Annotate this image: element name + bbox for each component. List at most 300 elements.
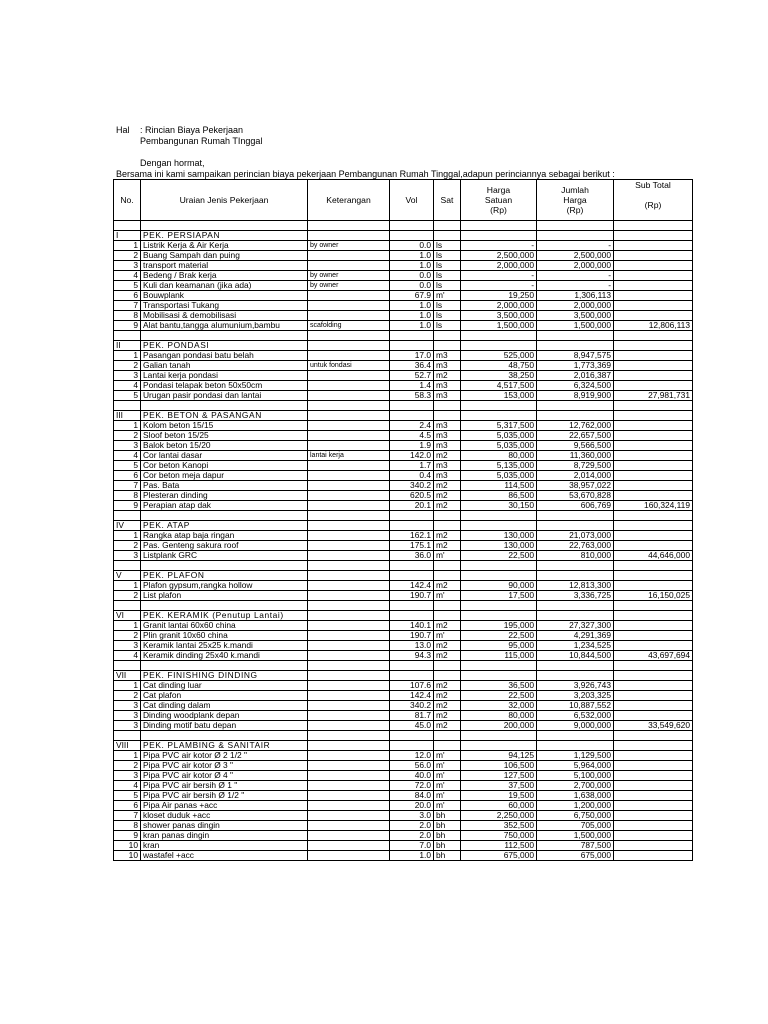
empty-cell bbox=[461, 341, 537, 351]
table-row bbox=[114, 241, 693, 251]
subtotal-line2: (Rp) bbox=[644, 200, 662, 210]
cell-sub bbox=[614, 471, 693, 481]
cell-sat: m2 bbox=[434, 531, 461, 541]
cell-sub bbox=[614, 251, 693, 261]
cell-vol: 142.4 bbox=[390, 581, 434, 591]
cell-sat: ls bbox=[434, 301, 461, 311]
cell-name: Plesteran dinding bbox=[141, 491, 308, 501]
cell-jumlah: 1,773,369 bbox=[537, 361, 614, 371]
empty-cell bbox=[141, 601, 308, 611]
empty-cell bbox=[390, 601, 434, 611]
cell-harga: 525,000 bbox=[461, 351, 537, 361]
empty-cell bbox=[537, 331, 614, 341]
empty-cell bbox=[537, 661, 614, 671]
cell-name: Transportasi Tukang bbox=[141, 301, 308, 311]
cell-sat: m3 bbox=[434, 431, 461, 441]
section-row bbox=[114, 341, 693, 351]
cell-name: wastafel +acc bbox=[141, 851, 308, 861]
cell-jumlah: 5,964,000 bbox=[537, 761, 614, 771]
table-row bbox=[114, 261, 693, 271]
table-row bbox=[114, 651, 693, 661]
cell-vol: 190.7 bbox=[390, 631, 434, 641]
empty-cell bbox=[434, 231, 461, 241]
cell-sat: m2 bbox=[434, 501, 461, 511]
cell-sat: ls bbox=[434, 261, 461, 271]
cell-sat: ls bbox=[434, 281, 461, 291]
cell-name: kran bbox=[141, 841, 308, 851]
jumlah-line1: Jumlah bbox=[561, 185, 589, 195]
cell-vol: 12.0 bbox=[390, 751, 434, 761]
cell-jumlah: 3,926,743 bbox=[537, 681, 614, 691]
cell-name: Cat dinding luar bbox=[141, 681, 308, 691]
empty-cell bbox=[537, 671, 614, 681]
cell-no: 5 bbox=[114, 281, 141, 291]
cell-ket: by owner bbox=[308, 241, 390, 251]
table-row bbox=[114, 761, 693, 771]
empty-cell bbox=[390, 571, 434, 581]
cell-sub bbox=[614, 281, 693, 291]
cell-name: Balok beton 15/20 bbox=[141, 441, 308, 451]
cell-sub bbox=[614, 641, 693, 651]
blank-row bbox=[114, 601, 693, 611]
empty-cell bbox=[390, 411, 434, 421]
cell-no: 3 bbox=[114, 721, 141, 731]
empty-cell bbox=[141, 221, 308, 231]
empty-cell bbox=[537, 341, 614, 351]
cell-sub bbox=[614, 711, 693, 721]
cell-no: 3 bbox=[114, 771, 141, 781]
cell-sub bbox=[614, 271, 693, 281]
table-row bbox=[114, 711, 693, 721]
section-row bbox=[114, 671, 693, 681]
cell-name: Galian tanah bbox=[141, 361, 308, 371]
subject-line: : Rincian Biaya Pekerjaan bbox=[140, 125, 244, 135]
salutation: Dengan hormat, bbox=[140, 158, 205, 168]
cell-jumlah: 5,100,000 bbox=[537, 771, 614, 781]
cell-jumlah: 3,336,725 bbox=[537, 591, 614, 601]
cell-name: Rangka atap baja ringan bbox=[141, 531, 308, 541]
cell-name: Pipa PVC air bersih Ø 1 " bbox=[141, 781, 308, 791]
cell-ket bbox=[308, 261, 390, 271]
col-subtotal-header bbox=[614, 180, 693, 221]
cell-sub: 33,549,620 bbox=[614, 721, 693, 731]
cell-jumlah: 2,014,000 bbox=[537, 471, 614, 481]
cell-sat: m2 bbox=[434, 681, 461, 691]
cell-name: Pasangan pondasi batu belah bbox=[141, 351, 308, 361]
cell-name: Urugan pasir pondasi dan lantai bbox=[141, 391, 308, 401]
cell-name: Plafon gypsum,rangka hollow bbox=[141, 581, 308, 591]
cell-harga: 5,135,000 bbox=[461, 461, 537, 471]
cell-ket bbox=[308, 591, 390, 601]
cell-vol: 81.7 bbox=[390, 711, 434, 721]
cell-vol: 40.0 bbox=[390, 771, 434, 781]
cell-ket bbox=[308, 491, 390, 501]
cell-sat: ls bbox=[434, 271, 461, 281]
cell-jumlah: 787,500 bbox=[537, 841, 614, 851]
cell-sat: bh bbox=[434, 841, 461, 851]
cell-harga: 37,500 bbox=[461, 781, 537, 791]
cell-sat: m2 bbox=[434, 621, 461, 631]
cell-name: Kuli dan keamanan (jika ada) bbox=[141, 281, 308, 291]
cell-harga: 153,000 bbox=[461, 391, 537, 401]
empty-cell bbox=[390, 511, 434, 521]
table-row bbox=[114, 501, 693, 511]
cell-ket bbox=[308, 431, 390, 441]
cell-name: Pipa PVC air kotor Ø 3 " bbox=[141, 761, 308, 771]
empty-cell bbox=[537, 231, 614, 241]
cell-jumlah: - bbox=[537, 281, 614, 291]
empty-cell bbox=[114, 661, 141, 671]
cell-no: 2 bbox=[114, 761, 141, 771]
cell-vol: 1.0 bbox=[390, 251, 434, 261]
cell-name: Pipa PVC air kotor Ø 4 " bbox=[141, 771, 308, 781]
cell-jumlah: 21,073,000 bbox=[537, 531, 614, 541]
cell-jumlah: 6,532,000 bbox=[537, 711, 614, 721]
cell-sub: 12,806,113 bbox=[614, 321, 693, 331]
empty-cell bbox=[308, 341, 390, 351]
table-row bbox=[114, 701, 693, 711]
cell-vol: 2.0 bbox=[390, 831, 434, 841]
cell-no: 3 bbox=[114, 371, 141, 381]
cell-vol: 20.0 bbox=[390, 801, 434, 811]
cell-ket bbox=[308, 691, 390, 701]
cell-name: Cor beton Kanopi bbox=[141, 461, 308, 471]
empty-cell bbox=[434, 601, 461, 611]
cell-sat: m2 bbox=[434, 701, 461, 711]
cell-vol: 2.4 bbox=[390, 421, 434, 431]
cell-vol: 340.2 bbox=[390, 481, 434, 491]
table-row bbox=[114, 631, 693, 641]
cell-harga: 22,500 bbox=[461, 691, 537, 701]
cell-harga: 352,500 bbox=[461, 821, 537, 831]
cell-sub bbox=[614, 491, 693, 501]
empty-cell bbox=[308, 411, 390, 421]
cell-no: 2 bbox=[114, 691, 141, 701]
cell-jumlah: 2,000,000 bbox=[537, 301, 614, 311]
cell-jumlah: 6,750,000 bbox=[537, 811, 614, 821]
empty-cell bbox=[114, 731, 141, 741]
empty-cell bbox=[461, 231, 537, 241]
empty-cell bbox=[537, 741, 614, 751]
section-title: PEK. PLAFON bbox=[141, 571, 308, 581]
empty-cell bbox=[114, 561, 141, 571]
cell-ket bbox=[308, 651, 390, 661]
empty-cell bbox=[537, 601, 614, 611]
cell-no: 9 bbox=[114, 501, 141, 511]
cell-harga: 2,250,000 bbox=[461, 811, 537, 821]
table-row bbox=[114, 271, 693, 281]
cell-no: 4 bbox=[114, 781, 141, 791]
table-row bbox=[114, 751, 693, 761]
cell-no: 1 bbox=[114, 351, 141, 361]
section-row bbox=[114, 411, 693, 421]
empty-cell bbox=[141, 731, 308, 741]
cell-sub: 43,697,694 bbox=[614, 651, 693, 661]
empty-cell bbox=[308, 521, 390, 531]
cell-name: Mobilisasi & demobilisasi bbox=[141, 311, 308, 321]
cell-jumlah: 2,016,387 bbox=[537, 371, 614, 381]
table-row bbox=[114, 431, 693, 441]
cell-harga: 675,000 bbox=[461, 851, 537, 861]
cell-harga: 114,500 bbox=[461, 481, 537, 491]
cell-no: 2 bbox=[114, 591, 141, 601]
cell-sat: ls bbox=[434, 311, 461, 321]
cell-name: Cat plafon bbox=[141, 691, 308, 701]
table-row bbox=[114, 351, 693, 361]
hal-label: Hal bbox=[116, 125, 130, 135]
cell-jumlah: - bbox=[537, 271, 614, 281]
cell-harga: 30,150 bbox=[461, 501, 537, 511]
empty-cell bbox=[390, 671, 434, 681]
empty-cell bbox=[390, 561, 434, 571]
empty-cell bbox=[114, 511, 141, 521]
subtotal-line1: Sub Total bbox=[635, 180, 671, 190]
cell-harga: 4,517,500 bbox=[461, 381, 537, 391]
cell-sub bbox=[614, 851, 693, 861]
empty-cell bbox=[461, 561, 537, 571]
cell-sat: m' bbox=[434, 551, 461, 561]
col-sat-header: Sat bbox=[434, 180, 461, 221]
table-row bbox=[114, 821, 693, 831]
cell-no: 5 bbox=[114, 791, 141, 801]
empty-cell bbox=[461, 661, 537, 671]
cell-vol: 13.0 bbox=[390, 641, 434, 651]
empty-cell bbox=[390, 731, 434, 741]
empty-cell bbox=[614, 231, 693, 241]
cell-sat: m' bbox=[434, 751, 461, 761]
cell-ket: scafolding bbox=[308, 321, 390, 331]
cell-ket bbox=[308, 311, 390, 321]
empty-cell bbox=[537, 221, 614, 231]
cell-jumlah: 1,200,000 bbox=[537, 801, 614, 811]
cell-vol: 1.0 bbox=[390, 261, 434, 271]
table-row bbox=[114, 361, 693, 371]
cell-sub bbox=[614, 761, 693, 771]
cell-no: 3 bbox=[114, 261, 141, 271]
cell-vol: 1.7 bbox=[390, 461, 434, 471]
empty-cell bbox=[308, 731, 390, 741]
empty-cell bbox=[537, 561, 614, 571]
section-row bbox=[114, 611, 693, 621]
table-row bbox=[114, 451, 693, 461]
table-row bbox=[114, 371, 693, 381]
cell-name: List plafon bbox=[141, 591, 308, 601]
empty-cell bbox=[141, 331, 308, 341]
table-row bbox=[114, 811, 693, 821]
empty-cell bbox=[434, 661, 461, 671]
cell-harga: - bbox=[461, 281, 537, 291]
cell-sub bbox=[614, 431, 693, 441]
empty-cell bbox=[141, 561, 308, 571]
cell-sat: m2 bbox=[434, 651, 461, 661]
cell-name: Perapian atap dak bbox=[141, 501, 308, 511]
cell-no: 3 bbox=[114, 641, 141, 651]
cell-jumlah: 9,000,000 bbox=[537, 721, 614, 731]
cell-sat: m' bbox=[434, 781, 461, 791]
cell-jumlah: 8,919,900 bbox=[537, 391, 614, 401]
cell-ket bbox=[308, 251, 390, 261]
cell-harga: 195,000 bbox=[461, 621, 537, 631]
cell-ket: by owner bbox=[308, 281, 390, 291]
cell-ket bbox=[308, 371, 390, 381]
empty-cell bbox=[390, 221, 434, 231]
empty-cell bbox=[537, 731, 614, 741]
empty-cell bbox=[537, 571, 614, 581]
cell-no: 2 bbox=[114, 431, 141, 441]
cell-name: Keramik lantai 25x25 k.mandi bbox=[141, 641, 308, 651]
cell-sat: m2 bbox=[434, 691, 461, 701]
cell-jumlah: 606,769 bbox=[537, 501, 614, 511]
table-row bbox=[114, 581, 693, 591]
cell-harga: 36,500 bbox=[461, 681, 537, 691]
col-no-header: No. bbox=[114, 180, 141, 221]
section-number: I bbox=[114, 231, 141, 241]
cell-ket bbox=[308, 551, 390, 561]
cell-jumlah: 1,234,525 bbox=[537, 641, 614, 651]
cell-vol: 20.1 bbox=[390, 501, 434, 511]
cell-no: 4 bbox=[114, 651, 141, 661]
cell-sat: m3 bbox=[434, 361, 461, 371]
table-row bbox=[114, 551, 693, 561]
table-row bbox=[114, 851, 693, 861]
cell-sub bbox=[614, 441, 693, 451]
empty-cell bbox=[614, 661, 693, 671]
cell-ket bbox=[308, 771, 390, 781]
cell-name: Granit lantai 60x60 china bbox=[141, 621, 308, 631]
cell-sub bbox=[614, 261, 693, 271]
cell-vol: 0.0 bbox=[390, 271, 434, 281]
cell-name: Buang Sampah dan puing bbox=[141, 251, 308, 261]
cell-sub bbox=[614, 291, 693, 301]
cell-jumlah: 705,000 bbox=[537, 821, 614, 831]
cell-harga: 115,000 bbox=[461, 651, 537, 661]
cell-sat: ls bbox=[434, 321, 461, 331]
section-row bbox=[114, 571, 693, 581]
cell-harga: 32,000 bbox=[461, 701, 537, 711]
table-row bbox=[114, 771, 693, 781]
subject-line-2: Pembangunan Rumah TInggal bbox=[140, 136, 263, 146]
cell-name: Lantai kerja pondasi bbox=[141, 371, 308, 381]
cell-sub bbox=[614, 771, 693, 781]
cell-no: 6 bbox=[114, 291, 141, 301]
cell-ket bbox=[308, 621, 390, 631]
cell-jumlah: 3,500,000 bbox=[537, 311, 614, 321]
cell-jumlah: 4,291,369 bbox=[537, 631, 614, 641]
empty-cell bbox=[308, 511, 390, 521]
section-number: III bbox=[114, 411, 141, 421]
cell-vol: 7.0 bbox=[390, 841, 434, 851]
cell-sub bbox=[614, 461, 693, 471]
empty-cell bbox=[434, 561, 461, 571]
cell-vol: 1.9 bbox=[390, 441, 434, 451]
cell-vol: 94.3 bbox=[390, 651, 434, 661]
cell-sub bbox=[614, 781, 693, 791]
cell-name: Pipa Air panas +acc bbox=[141, 801, 308, 811]
cell-name: Dinding woodplank depan bbox=[141, 711, 308, 721]
cell-no: 10 bbox=[114, 851, 141, 861]
cell-ket bbox=[308, 421, 390, 431]
table-body bbox=[114, 221, 693, 861]
cell-sub bbox=[614, 791, 693, 801]
table-row bbox=[114, 461, 693, 471]
cell-jumlah: 10,887,552 bbox=[537, 701, 614, 711]
blank-row bbox=[114, 331, 693, 341]
cell-no: 2 bbox=[114, 631, 141, 641]
cell-jumlah: 1,638,000 bbox=[537, 791, 614, 801]
cell-no: 6 bbox=[114, 471, 141, 481]
cell-vol: 1.0 bbox=[390, 301, 434, 311]
empty-cell bbox=[390, 401, 434, 411]
jumlah-line2: Harga bbox=[563, 195, 587, 205]
cell-sat: m2 bbox=[434, 721, 461, 731]
cell-harga: 90,000 bbox=[461, 581, 537, 591]
cell-ket bbox=[308, 801, 390, 811]
cell-harga: 3,500,000 bbox=[461, 311, 537, 321]
cell-vol: 0.4 bbox=[390, 471, 434, 481]
empty-cell bbox=[434, 331, 461, 341]
cell-ket bbox=[308, 821, 390, 831]
cell-sat: ls bbox=[434, 241, 461, 251]
empty-cell bbox=[461, 411, 537, 421]
intro-text: Bersama ini kami sampaikan perincian biaya pekerjaan Pembangunan Rumah Tinggal,adapun perinciannya sebagai berikut : bbox=[116, 169, 615, 179]
empty-cell bbox=[141, 401, 308, 411]
col-jumlah-header bbox=[537, 180, 614, 221]
cell-harga: 95,000 bbox=[461, 641, 537, 651]
cell-name: Cor lantai dasar bbox=[141, 451, 308, 461]
cell-sub bbox=[614, 581, 693, 591]
cell-ket bbox=[308, 471, 390, 481]
cell-no: 2 bbox=[114, 251, 141, 261]
cell-harga: 94,125 bbox=[461, 751, 537, 761]
cell-no: 3 bbox=[114, 551, 141, 561]
cell-ket: lantai kerja bbox=[308, 451, 390, 461]
cell-sat: m2 bbox=[434, 581, 461, 591]
cell-harga: 80,000 bbox=[461, 451, 537, 461]
cell-vol: 1.4 bbox=[390, 381, 434, 391]
cell-harga: - bbox=[461, 271, 537, 281]
cell-vol: 56.0 bbox=[390, 761, 434, 771]
cell-sub bbox=[614, 531, 693, 541]
cell-vol: 4.5 bbox=[390, 431, 434, 441]
table-row bbox=[114, 721, 693, 731]
cell-sub: 27,981,731 bbox=[614, 391, 693, 401]
harga-satuan-line2: Satuan bbox=[484, 195, 513, 205]
empty-cell bbox=[461, 741, 537, 751]
cell-jumlah: 2,000,000 bbox=[537, 261, 614, 271]
empty-cell bbox=[308, 561, 390, 571]
table-row bbox=[114, 311, 693, 321]
harga-satuan-line1: Harga bbox=[486, 185, 511, 195]
cell-sat: m3 bbox=[434, 421, 461, 431]
cell-harga: 19,250 bbox=[461, 291, 537, 301]
cell-vol: 140.1 bbox=[390, 621, 434, 631]
cell-vol: 1.0 bbox=[390, 311, 434, 321]
cell-harga: 5,035,000 bbox=[461, 471, 537, 481]
cell-sat: bh bbox=[434, 821, 461, 831]
cell-ket bbox=[308, 831, 390, 841]
cell-harga: 112,500 bbox=[461, 841, 537, 851]
cell-sat: bh bbox=[434, 811, 461, 821]
cell-harga: 19,500 bbox=[461, 791, 537, 801]
cell-ket bbox=[308, 751, 390, 761]
cell-vol: 67.9 bbox=[390, 291, 434, 301]
cell-sub bbox=[614, 311, 693, 321]
empty-cell bbox=[614, 331, 693, 341]
empty-cell bbox=[308, 661, 390, 671]
cell-harga: 5,035,000 bbox=[461, 431, 537, 441]
cell-jumlah: 675,000 bbox=[537, 851, 614, 861]
cell-jumlah: 22,657,500 bbox=[537, 431, 614, 441]
